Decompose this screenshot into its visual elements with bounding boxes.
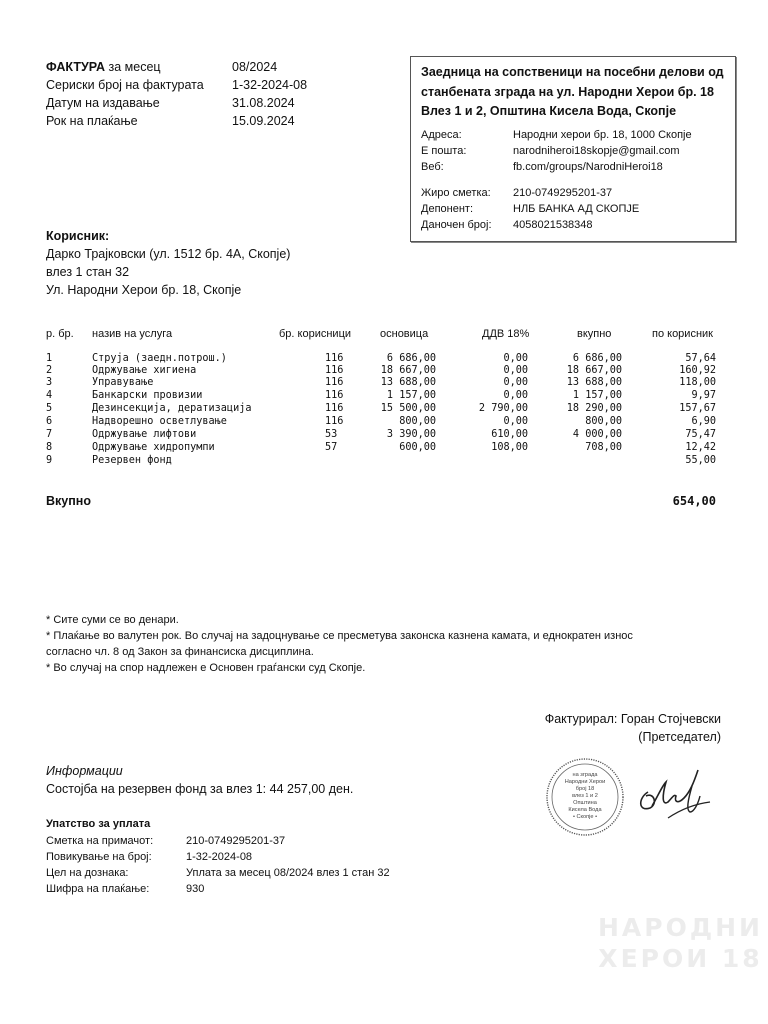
row-name: Резервен фонд	[92, 455, 172, 466]
stamp-line: Народни Херои	[564, 779, 606, 785]
row-no: 2	[46, 365, 53, 376]
invoice-label-rest: за месец	[105, 60, 161, 74]
row-total: 18 290,00	[566, 403, 622, 414]
issuer-tax: 4058021538348	[513, 219, 593, 231]
due-date: 15.09.2024	[232, 114, 295, 128]
watermark-line1: НАРОДНИ	[598, 913, 763, 942]
issuer-tax-label: Даночен број:	[421, 219, 492, 231]
payment-recipient: 210-0749295201-37	[186, 835, 286, 847]
row-total: 18 667,00	[566, 365, 622, 376]
payment-purpose-row	[46, 865, 390, 881]
invoice-month-row	[46, 58, 278, 76]
reserve-value: 44 257,00 ден.	[269, 782, 354, 796]
table-row	[0, 455, 768, 466]
row-per-user: 55,00	[685, 455, 716, 466]
row-vat: 0,00	[503, 377, 528, 388]
row-base: 15 500,00	[380, 403, 436, 414]
payment-ref: 1-32-2024-08	[186, 851, 253, 863]
row-base: 3 390,00	[386, 429, 436, 440]
signature-scribble	[632, 756, 712, 836]
payment-code-row	[46, 881, 205, 897]
row-per-user: 160,92	[679, 365, 716, 376]
table-row	[0, 390, 768, 401]
col-header-base: основица	[380, 328, 429, 340]
issuer-address-label: Адреса:	[421, 129, 462, 141]
info-heading: Информации	[46, 764, 123, 778]
row-users: 116	[325, 390, 344, 401]
stamp-text	[544, 772, 626, 821]
row-name: Струја (заедн.потрош.)	[92, 353, 227, 364]
row-name: Одржување хидропумпи	[92, 442, 215, 453]
row-users: 116	[325, 365, 344, 376]
issuer-account: 210-0749295201-37	[513, 187, 613, 199]
issuer-account-label: Жиро сметка:	[421, 187, 491, 199]
col-header-vat: ДДВ 18%	[482, 328, 530, 340]
issuer-account-row	[421, 185, 613, 201]
reserve-label: Состојба на резервен фонд за влез 1:	[46, 782, 267, 796]
table-row	[0, 365, 768, 376]
row-no: 1	[46, 353, 53, 364]
issuer-address-row	[421, 127, 692, 143]
note-1: * Сите суми се во денари.	[46, 614, 179, 626]
table-row	[0, 403, 768, 414]
invoice-due-row	[46, 112, 295, 130]
row-base: 1 157,00	[386, 390, 436, 401]
invoice-issue-row	[46, 94, 295, 112]
table-row	[0, 416, 768, 427]
note-4: * Во случај на спор надлежен е Основен граѓански суд Скопје.	[46, 662, 366, 674]
stamp-line: број 18	[575, 786, 595, 792]
total-value: 654,00	[672, 494, 716, 508]
row-per-user: 9,97	[691, 390, 716, 401]
payment-purpose-label: Цел на дознака:	[46, 867, 129, 879]
row-total: 708,00	[585, 442, 622, 453]
payment-ref-row	[46, 849, 253, 865]
row-total: 6 686,00	[572, 353, 622, 364]
issuer-web-row	[421, 159, 663, 175]
note-2: * Плаќање во валутен рок. Во случај на задоцнување се пресметува законска казнена камата, и еднократен износ	[46, 630, 633, 642]
row-total: 13 688,00	[566, 377, 622, 388]
row-no: 7	[46, 429, 53, 440]
row-users: 116	[325, 403, 344, 414]
row-base: 6 686,00	[386, 353, 436, 364]
table-row	[0, 429, 768, 440]
row-name: Одржување хигиена	[92, 365, 197, 376]
row-name: Управување	[92, 377, 154, 388]
row-users: 116	[325, 416, 344, 427]
payment-heading: Упатство за уплата	[46, 818, 151, 830]
issue-label: Датум на издавање	[46, 96, 160, 110]
row-users: 53	[325, 429, 338, 440]
payment-code-label: Шифра на плаќање:	[46, 883, 150, 895]
row-no: 5	[46, 403, 53, 414]
stamp	[544, 756, 626, 838]
row-name: Дезинсекција, дератизација	[92, 403, 252, 414]
table-row	[0, 442, 768, 453]
issuer-bank-row	[421, 201, 640, 217]
row-total: 800,00	[585, 416, 622, 427]
row-users: 116	[325, 353, 344, 364]
watermark-line2: ХЕРОИ 18	[598, 944, 763, 973]
issuer-email: narodniheroi18skopje@gmail.com	[513, 145, 680, 157]
row-name: Банкарски провизии	[92, 390, 203, 401]
due-label: Рок на плаќање	[46, 114, 138, 128]
col-header-per-user: по корисник	[652, 328, 713, 340]
stamp-line: влез 1 и 2	[572, 793, 598, 799]
row-vat: 2 790,00	[478, 403, 528, 414]
customer-line2: влез 1 стан 32	[46, 265, 130, 279]
stamp-line: • Скопје •	[572, 814, 598, 820]
row-base: 800,00	[399, 416, 436, 427]
payment-purpose: Уплата за месец 08/2024 влез 1 стан 32	[186, 867, 390, 879]
col-header-users: бр. корисници	[279, 328, 352, 340]
col-header-name: назив на услуга	[92, 328, 173, 340]
payment-recipient-label: Сметка на примачот:	[46, 835, 154, 847]
issuer-tax-row	[421, 217, 593, 233]
row-per-user: 118,00	[679, 377, 716, 388]
issuer-title: Заедница на сопственици на посебни делови од станбената зграда на ул. Народни Херои бр. 18 Влез 1 и 2, Општина Кисела Вода, Скопје	[421, 65, 724, 118]
row-base: 600,00	[399, 442, 436, 453]
row-users: 57	[325, 442, 338, 453]
row-vat: 610,00	[491, 429, 528, 440]
signed-by: Фактурирал: Горан Стојчевски	[544, 712, 721, 726]
row-vat: 108,00	[491, 442, 528, 453]
row-name: Одржување лифтови	[92, 429, 197, 440]
row-vat: 0,00	[503, 390, 528, 401]
customer-heading: Корисник:	[46, 229, 110, 243]
payment-recipient-row	[46, 833, 286, 849]
issue-date: 31.08.2024	[232, 96, 295, 110]
issuer-web: fb.com/groups/NarodniHeroi18	[513, 161, 663, 173]
row-base: 13 688,00	[380, 377, 436, 388]
total-label: Вкупно	[46, 494, 91, 508]
row-name: Надворешно осветлување	[92, 416, 227, 427]
issuer-bank-label: Депонент:	[421, 203, 474, 215]
row-per-user: 57,64	[685, 353, 716, 364]
row-total: 1 157,00	[572, 390, 622, 401]
row-total: 4 000,00	[572, 429, 622, 440]
row-base: 18 667,00	[380, 365, 436, 376]
stamp-line: на зграда	[572, 772, 598, 778]
row-per-user: 157,67	[679, 403, 716, 414]
stamp-line: Општина	[573, 800, 597, 806]
row-vat: 0,00	[503, 353, 528, 364]
table-row	[0, 353, 768, 364]
row-no: 3	[46, 377, 53, 388]
stamp-line: Кисела Вода	[568, 807, 602, 813]
note-3: согласно чл. 8 од Закон за финансиска дисциплина.	[46, 646, 314, 658]
serial-value: 1-32-2024-08	[232, 78, 308, 92]
row-no: 6	[46, 416, 53, 427]
customer-line1: Дарко Трајковски (ул. 1512 бр. 4А, Скопје)	[46, 247, 291, 261]
invoice-month: 08/2024	[232, 60, 278, 74]
signer-title: (Претседател)	[638, 730, 721, 744]
table-row	[0, 377, 768, 388]
issuer-email-row	[421, 143, 680, 159]
issuer-bank: НЛБ БАНКА АД СКОПЈЕ	[513, 203, 640, 215]
customer-line3: Ул. Народни Херои бр. 18, Скопје	[46, 283, 242, 297]
row-per-user: 6,90	[691, 416, 716, 427]
row-per-user: 12,42	[685, 442, 716, 453]
watermark-logo	[598, 912, 763, 974]
payment-code: 930	[186, 883, 205, 895]
invoice-serial-row	[46, 76, 308, 94]
row-no: 4	[46, 390, 53, 401]
issuer-box	[410, 56, 736, 242]
issuer-email-label: Е пошта:	[421, 145, 467, 157]
row-no: 8	[46, 442, 53, 453]
row-vat: 0,00	[503, 416, 528, 427]
col-header-no: р. бр.	[46, 328, 74, 340]
issuer-web-label: Веб:	[421, 161, 444, 173]
payment-ref-label: Повикување на број:	[46, 851, 152, 863]
reserve-fund-row	[46, 782, 353, 796]
invoice-label: ФАКТУРА	[46, 60, 106, 74]
row-users: 116	[325, 377, 344, 388]
col-header-total: вкупно	[577, 328, 612, 340]
row-vat: 0,00	[503, 365, 528, 376]
serial-label: Сериски број на фактурата	[46, 78, 204, 92]
row-per-user: 75,47	[685, 429, 716, 440]
row-no: 9	[46, 455, 53, 466]
issuer-address: Народни херои бр. 18, 1000 Скопје	[513, 129, 692, 141]
